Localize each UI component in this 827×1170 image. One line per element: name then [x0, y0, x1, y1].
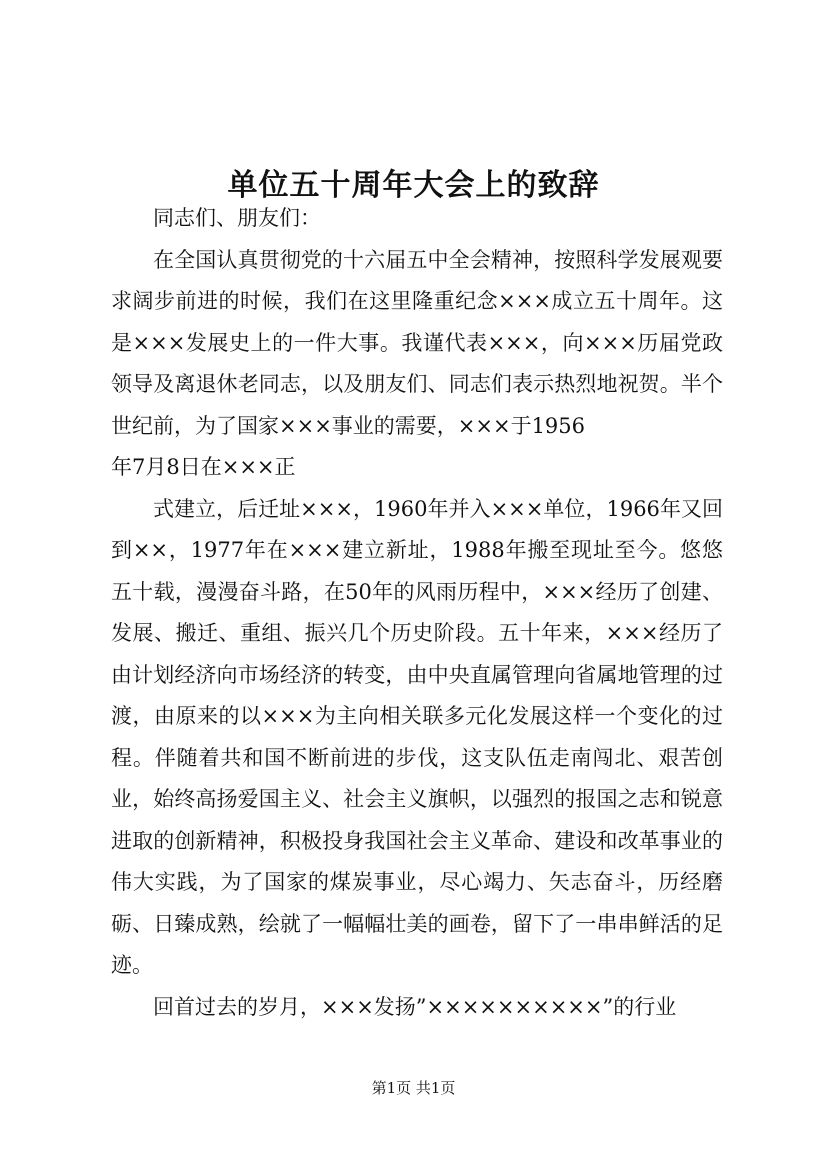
salutation: 同志们、朋友们： [153, 206, 321, 230]
paragraph-1-text: 在全国认真贯彻党的十六届五中全会精神，按照科学发展观要求阔步前进的时候，我们在这里隆重纪念×××成立五十周年。这是×××发展史上的一件大事。我谨代表×××，向×××历届党政领导及离退休老同志，以及朋友们、同志们表示热烈地祝贺。半个世纪前，为了国家×××事业的需要，×××于1956 [111, 247, 723, 438]
paragraph-3: 回首过去的岁月，×××发扬”××××××××××”的行业 [153, 994, 677, 1019]
paragraph-2: 式建立，后迁址×××，1960年并入×××单位，1966年又回到××，1977年在×××建立新址，1988年搬至现址至今。悠悠五十载，漫漫奋斗路，在50年的风雨历程中，×××经历了创建、发展、搬迁、重组、振兴几个历史阶段。五十年来，×××经历了由计划经济向市场经济的转变，由中央直属管理向省属地管理的过渡，由原来的以×××为主向相关联多元化发展这样一个变化的过程。伴随着共和国不断前进的步伐，这支队伍走南闯北、艰苦创业，始终高扬爱国主义、社会主义旗帜，以强烈的报国之志和锐意进取的创新精神，积极投身我国社会主义革命、建设和改革事业的伟大实践，为了国家的煤炭事业，尽心竭力、矢志奋斗，历经磨砺、日臻成熟，绘就了一幅幅壮美的画卷，留下了一串串鲜活的足迹。 [111, 496, 723, 977]
document-title: 单位五十周年大会上的致辞 [227, 168, 600, 204]
paragraph-1 [111, 240, 723, 448]
page-footer: 第1页 共1页 [371, 1079, 456, 1097]
document-body [111, 198, 723, 1028]
paragraph-1-tail: 年7月8日在×××正 [111, 455, 296, 479]
